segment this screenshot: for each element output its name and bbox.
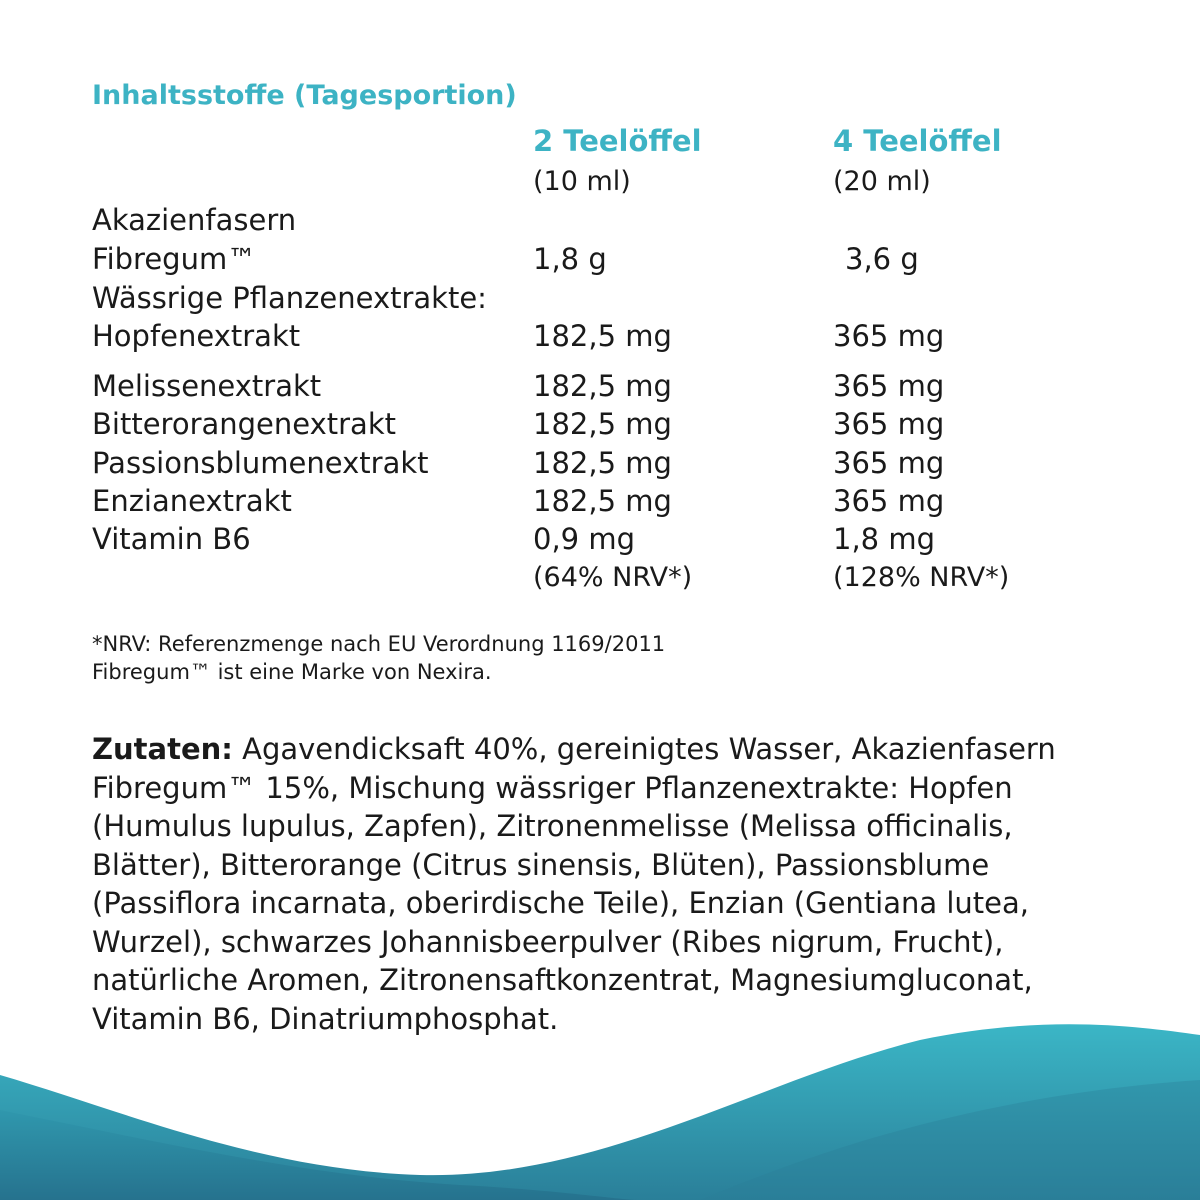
row-value-col2: 365 mg (833, 484, 945, 518)
row-value-col2: 365 mg (833, 369, 945, 403)
footnote-nrv: *NRV: Referenzmenge nach EU Verordnung 1169/2011 (92, 632, 666, 656)
table-row (0, 405, 1200, 443)
table-row (0, 367, 1200, 405)
column-subheader-20ml: (20 ml) (833, 166, 931, 197)
row-name: Akazienfasern (92, 203, 297, 237)
table-row (0, 482, 1200, 520)
footnote-trademark: Fibregum™ ist eine Marke von Nexira. (92, 660, 492, 684)
row-name: Enzianextrakt (92, 484, 292, 518)
row-name: Passionsblumenextrakt (92, 446, 429, 480)
column-subheader-10ml: (10 ml) (533, 166, 631, 197)
row-value-col1: 182,5 mg (533, 407, 672, 441)
nrv-percentage-col1: (64% NRV*) (533, 562, 693, 593)
ingredients-text: Agavendicksaft 40%, gereinigtes Wasser, Akazienfasern Fibregum™ 15%, Mischung wässriger Pflanzenextrakte: Hopfen (Humulus lupulus, Zapfen), Zitronenmelisse (Melissa officinalis, Blätter), Bitterorange (Citrus sinensis, Blüten), Passionsblume (Passiflora incarnata, oberirdische Teile), Enzian (Gentiana lutea, Wurzel), schwarzes Johannisbeerpulver (Ribes nigrum, Frucht), natürliche Aromen, Zitronensaftkonzentrat, Magnesiumgluconat, Vitamin B6, Dinatriumphosphat. (92, 732, 1056, 1036)
row-name: Fibregum™ (92, 242, 257, 276)
table-row (0, 520, 1200, 558)
table-row (0, 317, 1200, 355)
decorative-wave (0, 1000, 1200, 1200)
row-value-col2: 365 mg (833, 319, 945, 353)
table-row (0, 240, 1200, 278)
row-value-col1: 182,5 mg (533, 369, 672, 403)
row-value-col1: 1,8 g (533, 242, 607, 276)
table-row (0, 444, 1200, 482)
row-value-col2: 3,6 g (845, 242, 919, 276)
column-header-2-teeloeffel: 2 Teelöffel (533, 124, 702, 158)
row-name: Wässrige Pflanzenextrakte: (92, 281, 487, 315)
column-header-4-teeloeffel: 4 Teelöffel (833, 124, 1002, 158)
nrv-percentage-col2: (128% NRV*) (833, 562, 1010, 593)
ingredients-paragraph (92, 730, 1122, 1038)
table-row (0, 279, 1200, 317)
row-value-col2: 365 mg (833, 446, 945, 480)
row-name: Bitterorangenextrakt (92, 407, 396, 441)
row-value-col1: 182,5 mg (533, 484, 672, 518)
row-name: Hopfenextrakt (92, 319, 301, 353)
ingredients-label: Zutaten: (92, 732, 233, 766)
row-name: Vitamin B6 (92, 522, 251, 556)
row-value-col1: 182,5 mg (533, 319, 672, 353)
section-heading: Inhaltsstoffe (Tagesportion) (92, 80, 517, 111)
row-value-col1: 182,5 mg (533, 446, 672, 480)
table-row (0, 201, 1200, 239)
row-value-col1: 0,9 mg (533, 522, 635, 556)
row-name: Melissenextrakt (92, 369, 322, 403)
row-value-col2: 1,8 mg (833, 522, 935, 556)
row-value-col2: 365 mg (833, 407, 945, 441)
